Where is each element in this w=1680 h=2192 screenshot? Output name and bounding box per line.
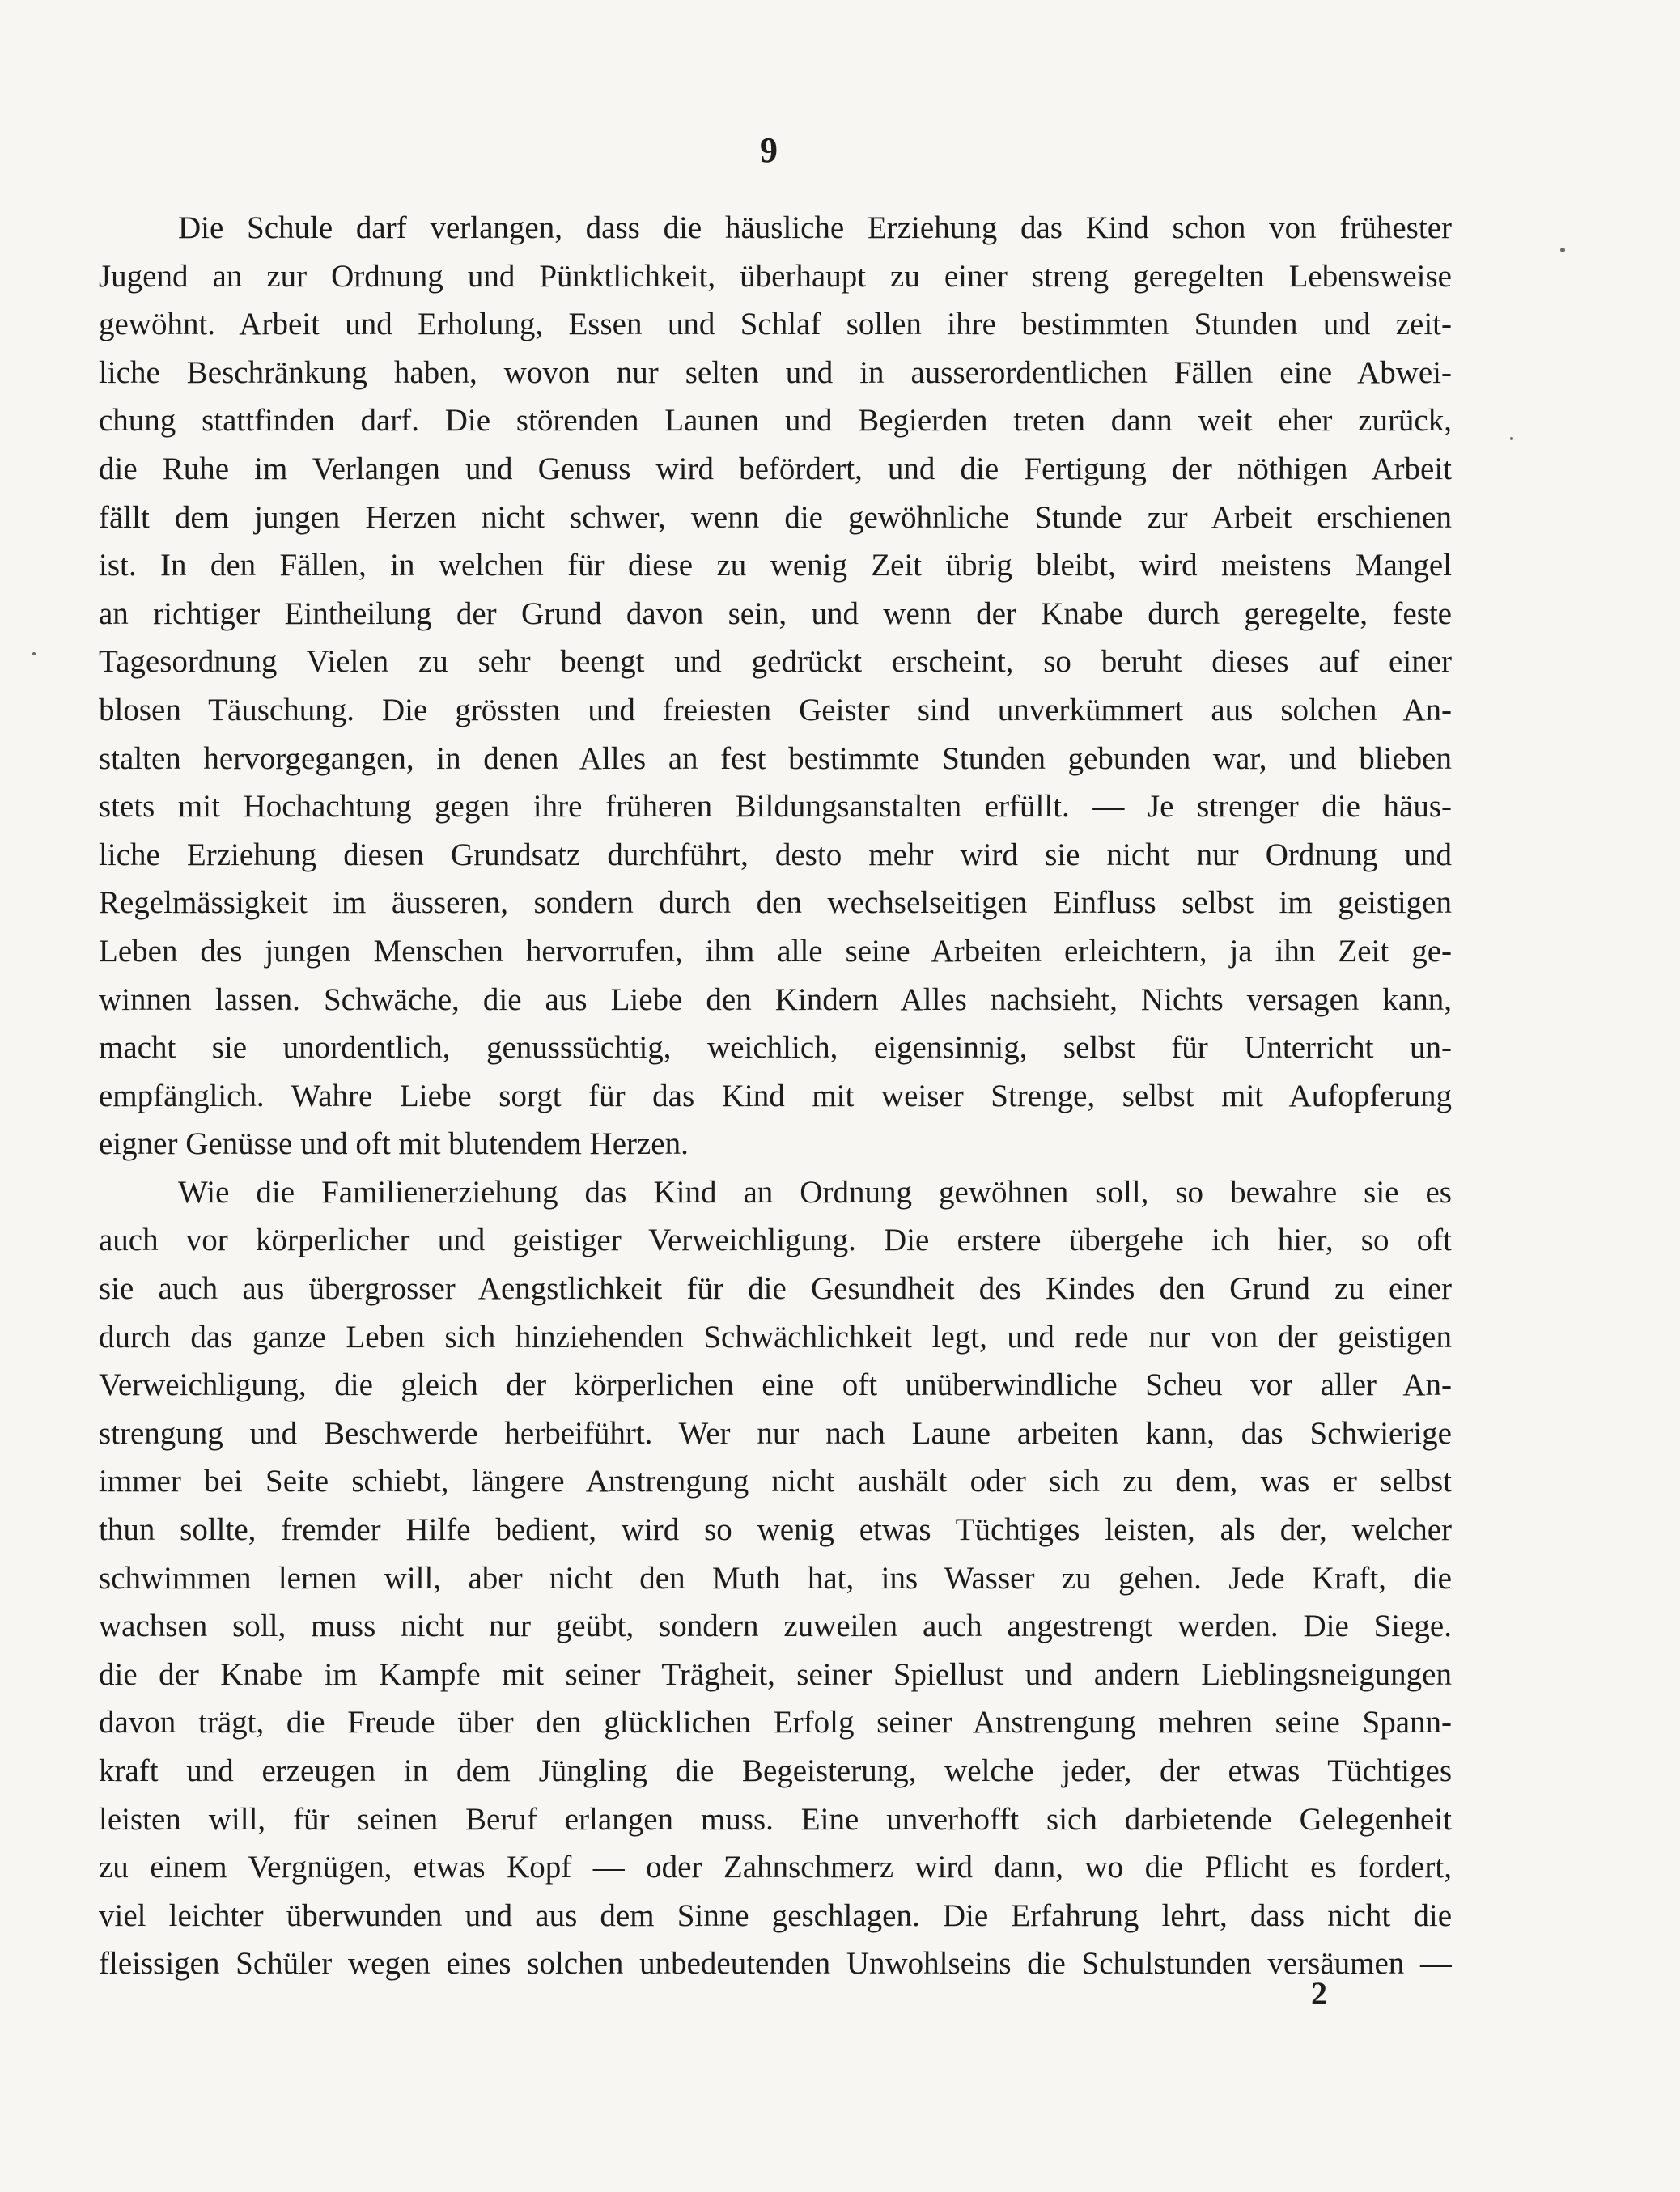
text-line: an richtiger Eintheilung der Grund davon sein, und wenn der Knabe durch geregelte, feste xyxy=(99,596,1452,631)
text-line: auch vor körperlicher und geistiger Verweichligung. Die erstere übergehe ich hier, so oft xyxy=(99,1223,1452,1258)
signature-mark: 2 xyxy=(1311,1975,1327,2012)
text-line: Leben des jungen Menschen hervorrufen, ihm alle seine Arbeiten erleichtern, ja ihn Zeit ge- xyxy=(99,933,1452,969)
ink-speck xyxy=(32,652,36,655)
text-line: ist. In den Fällen, in welchen für diese zu wenig Zeit übrig bleibt, wird meistens Mangel xyxy=(99,548,1452,583)
text-line: fällt dem jungen Herzen nicht schwer, wenn die gewöhnliche Stunde zur Arbeit erschienen xyxy=(99,499,1452,535)
text-line: Regelmässigkeit im äusseren, sondern durch den wechselseitigen Einfluss selbst im geistigen xyxy=(99,885,1452,921)
text-line: die der Knabe im Kampfe mit seiner Trägheit, seiner Spiellust und andern Lieblingsneigungen xyxy=(99,1656,1452,1692)
paragraph-end-line: eigner Genüsse und oft mit blutendem Herzen. xyxy=(99,1126,689,1162)
text-line: stets mit Hochachtung gegen ihre früheren Bildungsanstalten erfüllt. — Je strenger die häus- xyxy=(99,789,1452,825)
text-line: Tagesordnung Vielen zu sehr beengt und gedrückt erscheint, so beruht dieses auf einer xyxy=(99,644,1452,680)
text-line: blosen Täuschung. Die grössten und freiesten Geister sind unverkümmert aus solchen An- xyxy=(99,692,1452,727)
ink-speck xyxy=(1510,437,1513,440)
text-line: gewöhnt. Arbeit und Erholung, Essen und Schlaf sollen ihre bestimmten Stunden und zeit- xyxy=(99,307,1452,342)
text-line: schwimmen lernen will, aber nicht den Muth hat, ins Wasser zu gehen. Jede Kraft, die xyxy=(99,1560,1452,1596)
text-line: Die Schule darf verlangen, dass die häusliche Erziehung das Kind schon von frühester xyxy=(178,210,1452,245)
text-line: liche Erziehung diesen Grundsatz durchführt, desto mehr wird sie nicht nur Ordnung und xyxy=(99,837,1452,872)
text-line: Jugend an zur Ordnung und Pünktlichkeit, überhaupt zu einer streng geregelten Lebensweise xyxy=(99,258,1452,294)
text-line: sie auch aus übergrosser Aengstlichkeit für die Gesundheit des Kindes den Grund zu einer xyxy=(99,1271,1452,1307)
text-line: zu einem Vergnügen, etwas Kopf — oder Zahnschmerz wird dann, wo die Pflicht es fordert, xyxy=(99,1850,1452,1885)
text-line: fleissigen Schüler wegen eines solchen unbedeutenden Unwohlseins die Schulstunden versäumen — xyxy=(99,1946,1452,1982)
text-line: chung stattfinden darf. Die störenden Launen und Begierden treten dann weit eher zurück, xyxy=(99,403,1452,439)
text-line: empfänglich. Wahre Liebe sorgt für das Kind mit weiser Strenge, selbst mit Aufopferung xyxy=(99,1078,1452,1113)
body-text xyxy=(99,204,1452,1988)
text-line: die Ruhe im Verlangen und Genuss wird befördert, und die Fertigung der nöthigen Arbeit xyxy=(99,451,1452,486)
text-line: Wie die Familienerziehung das Kind an Ordnung gewöhnen soll, so bewahre sie es xyxy=(178,1174,1452,1210)
text-line: winnen lassen. Schwäche, die aus Liebe den Kindern Alles nachsieht, Nichts versagen kann, xyxy=(99,982,1452,1017)
text-line: Verweichligung, die gleich der körperlichen eine oft unüberwindliche Scheu vor aller An- xyxy=(99,1367,1452,1403)
page-number: 9 xyxy=(760,130,778,170)
text-line: macht sie unordentlich, genusssüchtig, weichlich, eigensinnig, selbst für Unterricht un- xyxy=(99,1030,1452,1066)
text-line: stalten hervorgegangen, in denen Alles an fest bestimmte Stunden gebunden war, und blieben xyxy=(99,740,1452,776)
text-line: liche Beschränkung haben, wovon nur selten und in ausserordentlichen Fällen eine Abwei- xyxy=(99,354,1452,390)
text-line: strengung und Beschwerde herbeiführt. Wer nur nach Laune arbeiten kann, das Schwierige xyxy=(99,1415,1452,1451)
ink-speck xyxy=(1560,248,1565,252)
text-line: immer bei Seite schiebt, längere Anstrengung nicht aushält oder sich zu dem, was er selbst xyxy=(99,1464,1452,1499)
text-line: thun sollte, fremder Hilfe bedient, wird so wenig etwas Tüchtiges leisten, als der, welcher xyxy=(99,1512,1452,1548)
text-line: viel leichter überwunden und aus dem Sinne geschlagen. Die Erfahrung lehrt, dass nicht die xyxy=(99,1897,1452,1933)
text-line: kraft und erzeugen in dem Jüngling die Begeisterung, welche jeder, der etwas Tüchtiges xyxy=(99,1753,1452,1788)
text-line: durch das ganze Leben sich hinziehenden Schwächlichkeit legt, und rede nur von der geistigen xyxy=(99,1319,1452,1355)
text-line: leisten will, für seinen Beruf erlangen muss. Eine unverhofft sich darbietende Gelegenheit xyxy=(99,1801,1452,1837)
text-line: davon trägt, die Freude über den glücklichen Erfolg seiner Anstrengung mehren seine Spann- xyxy=(99,1705,1452,1740)
text-line: wachsen soll, muss nicht nur geübt, sondern zuweilen auch angestrengt werden. Die Siege. xyxy=(99,1609,1452,1644)
